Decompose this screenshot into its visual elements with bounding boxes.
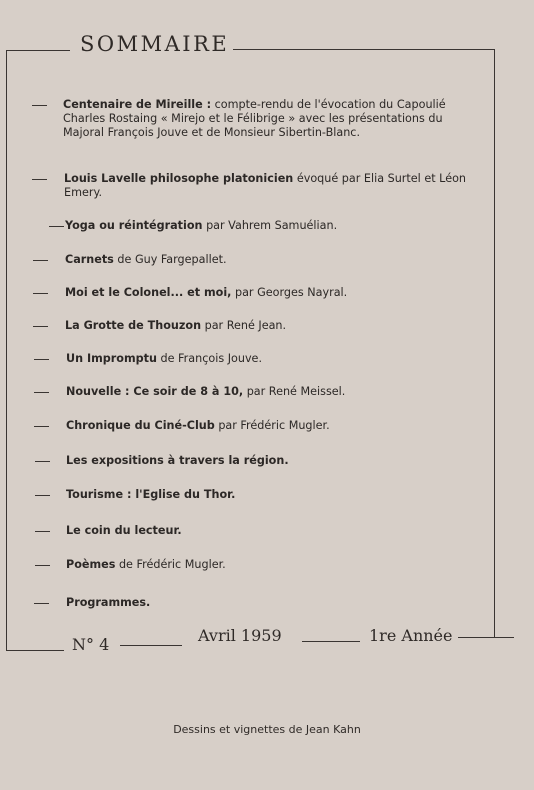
entry-text bbox=[66, 419, 500, 433]
entry-text bbox=[65, 253, 500, 267]
entry-text bbox=[64, 172, 482, 200]
entry-dash bbox=[35, 565, 50, 566]
page-title: SOMMAIRE bbox=[80, 32, 230, 56]
entry-title: Moi et le Colonel... et moi, bbox=[65, 286, 232, 299]
issue-year: 1re Année bbox=[369, 626, 453, 645]
footer-rule-left bbox=[6, 650, 64, 651]
entry-title: Programmes. bbox=[66, 596, 151, 609]
toc-entry bbox=[0, 98, 500, 154]
entry-title: Un Impromptu bbox=[66, 352, 157, 365]
entry-title: Les expositions à travers la région. bbox=[66, 454, 289, 467]
entry-title: Poèmes bbox=[66, 558, 116, 571]
entry-detail: de François Jouve. bbox=[156, 352, 262, 365]
entry-detail: compte-rendu de l'évocation du Capoulié Charles Rostaing « Mirejo et le Félibrige » avec les présentations du Majoral François Jouve et de Monsieur Sibertin-Blanc. bbox=[63, 98, 446, 139]
entry-text bbox=[66, 352, 500, 366]
entry-title: La Grotte de Thouzon bbox=[65, 319, 202, 332]
frame-top-rule-left bbox=[6, 50, 70, 51]
entry-dash bbox=[49, 226, 64, 227]
entry-text bbox=[66, 454, 500, 468]
entry-title: Tourisme : l'Eglise du Thor. bbox=[66, 488, 236, 501]
entry-text bbox=[65, 286, 500, 300]
entry-dash bbox=[32, 105, 47, 106]
entry-text bbox=[65, 319, 500, 333]
entry-dash bbox=[35, 531, 50, 532]
entry-text bbox=[66, 558, 500, 572]
entry-title: Yoga ou réintégration bbox=[65, 219, 203, 232]
entry-dash bbox=[32, 179, 47, 180]
entry-dash bbox=[34, 426, 49, 427]
entry-title: Carnets bbox=[65, 253, 114, 266]
entry-detail: de Guy Fargepallet. bbox=[113, 253, 227, 266]
entry-detail: par Georges Nayral. bbox=[231, 286, 348, 299]
entry-dash bbox=[34, 359, 49, 360]
entry-detail: par Frédéric Mugler. bbox=[214, 419, 330, 432]
issue-number: N° 4 bbox=[72, 635, 110, 654]
entry-dash bbox=[34, 603, 49, 604]
entry-detail: par René Meissel. bbox=[243, 385, 346, 398]
entry-text bbox=[65, 219, 500, 233]
entry-text bbox=[66, 596, 500, 610]
entry-detail: par Vahrem Samuélian. bbox=[202, 219, 338, 232]
entry-title: Le coin du lecteur. bbox=[66, 524, 182, 537]
entry-detail: évoqué par Elia Surtel et Léon Emery. bbox=[64, 172, 467, 199]
issue-date: Avril 1959 bbox=[198, 626, 282, 645]
entry-detail: de Frédéric Mugler. bbox=[115, 558, 226, 571]
toc-entry bbox=[0, 172, 500, 202]
entry-title: Chronique du Ciné-Club bbox=[66, 419, 215, 432]
entry-dash bbox=[35, 461, 50, 462]
illustration-credit: Dessins et vignettes de Jean Kahn bbox=[173, 723, 361, 736]
footer-rule-right bbox=[458, 637, 514, 638]
entry-title: Centenaire de Mireille : bbox=[63, 98, 212, 111]
entry-text bbox=[66, 524, 500, 538]
entry-dash bbox=[33, 260, 48, 261]
entry-title: Nouvelle : Ce soir de 8 à 10, bbox=[66, 385, 244, 398]
entry-dash bbox=[33, 326, 48, 327]
entry-text bbox=[66, 385, 500, 399]
entry-title: Louis Lavelle philosophe platonicien bbox=[64, 172, 294, 185]
entry-detail: par René Jean. bbox=[201, 319, 287, 332]
footer-rule-mid-2 bbox=[302, 641, 360, 642]
entry-dash bbox=[33, 293, 48, 294]
entry-dash bbox=[34, 392, 49, 393]
entry-dash bbox=[35, 495, 50, 496]
frame-top-rule-right bbox=[233, 49, 495, 50]
entry-text bbox=[63, 98, 481, 139]
footer-rule-mid-1 bbox=[120, 645, 182, 646]
entry-text bbox=[66, 488, 500, 502]
